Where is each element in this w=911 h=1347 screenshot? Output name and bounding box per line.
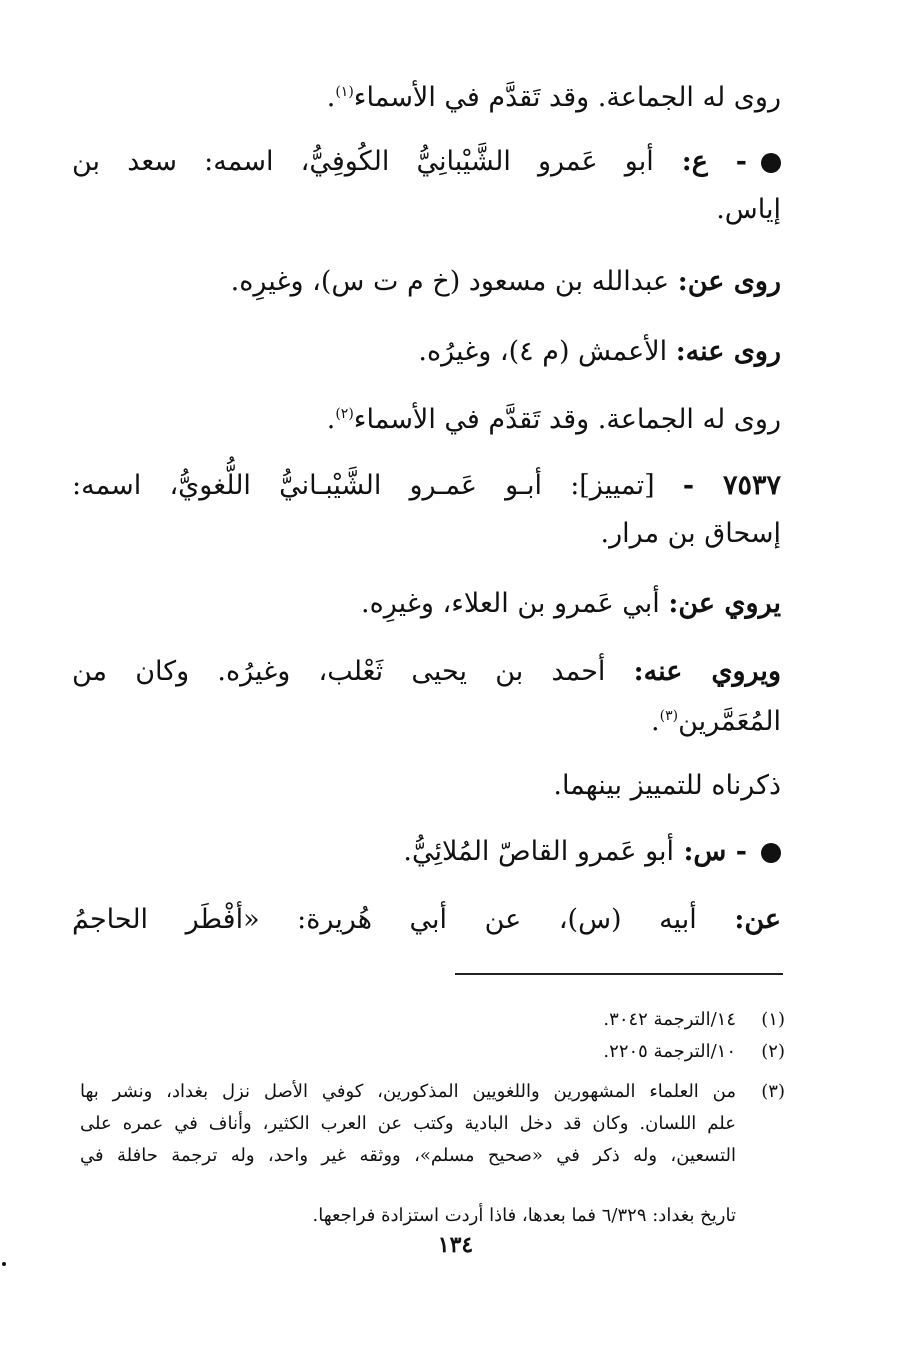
footnote-text-line: علم اللسان. وكان قد دخل البادية وكتب عن العرب الكثير، وأناف في عمره على: [80, 1113, 736, 1134]
entry-heading: [تمييز]: أبـو عَمـرو الشَّيْبـانيُّ اللُّغويُّ، اسمه:: [72, 470, 683, 501]
line-text: روى له الجماعة. وقد تَقدَّم في الأسماء: [353, 82, 781, 113]
text-line-1: روى له الجماعة. وقد تَقدَّم في الأسماء$^{(١)}$.: [326, 82, 781, 113]
line-text: أبي عَمرو بن العلاء، وغيرِه.: [361, 588, 669, 619]
entry-heading: أبو عَمرو الشَّيْبانِيُّ الكُوفِيُّ، اسمه: سعد بن: [72, 146, 654, 177]
footnote-number: (٢): [761, 1041, 785, 1062]
line-text: عبدالله بن مسعود (خ م ت س)، وغيرِه.: [230, 266, 678, 297]
footnote-ref-2: (٢): [335, 406, 354, 422]
footnote-text-line: التسعين، وله ذكر في «صحيح مسلم»، ووثقه غير واحد، وله ترجمة حافلة في: [80, 1145, 736, 1166]
text-line-8: [72, 514, 781, 554]
footnote-number: (١): [761, 1009, 785, 1030]
line-text: ذكرناه للتمييز بينهما.: [553, 770, 781, 801]
footnote-text-line: من العلماء المشهورين واللغويين المذكورين، كوفي الأصل نزل بغداد، ونشر بها: [80, 1081, 736, 1102]
footnote-number: (٣): [761, 1081, 785, 1102]
page-number: ١٣٤: [437, 1232, 474, 1258]
line-text: أبيه (س)، عن أبي هُريرة: «أفْطَر الحاجمُ: [72, 904, 735, 935]
narrated-by-label: ويروي عنه:: [633, 656, 781, 687]
from-label: عن:: [734, 904, 781, 935]
entry-line-13: [72, 832, 781, 872]
footnote-text: ١٤/الترجمة ٣٠٤٢.: [603, 1009, 736, 1030]
scan-mark: [2, 1262, 6, 1266]
entry-heading: أبو عَمرو القاصّ المُلائِيُّ.: [403, 836, 675, 867]
footnote-ref-3: (٣): [659, 708, 679, 724]
line-text: إياس.: [716, 194, 781, 225]
entry-code: - ع:: [653, 146, 747, 177]
line-text: المُعَمَّرين: [678, 706, 781, 737]
text-line-4: [72, 262, 781, 302]
line-text: إسحاق بن مرار.: [600, 518, 781, 549]
narrated-by-label: روى عنه:: [675, 336, 781, 367]
entry-number: ٧٥٣٧ -: [682, 470, 781, 501]
text-line-11: المُعَمَّرين$^{(٣)}$.: [651, 706, 781, 737]
text-line-14: [72, 900, 781, 940]
narrated-from-label: روى عن:: [677, 266, 781, 297]
text-line-3: [72, 190, 781, 230]
text-line-12: [72, 766, 781, 806]
footnote-text-line: تاريخ بغداد: ٦/٣٢٩ فما بعدها، فاذا أردت استزادة فراجعها.: [312, 1205, 736, 1226]
footnote-text: ١٠/الترجمة ٢٢٠٥.: [603, 1041, 736, 1062]
bullet-icon: [761, 153, 781, 173]
text-line-9: [72, 584, 781, 624]
narrates-from-label: يروي عن:: [668, 588, 781, 619]
footnote-separator: [455, 973, 783, 975]
text-line-6: روى له الجماعة. وقد تَقدَّم في الأسماء$^{(٢)}$.: [326, 404, 781, 435]
bullet-icon: [761, 843, 781, 863]
line-text: الأعمش (م ٤)، وغيرُه.: [418, 336, 676, 367]
entry-line-7: [72, 466, 781, 506]
text-line-10: [72, 652, 781, 692]
footnote-ref-1: (١): [335, 84, 354, 100]
entry-code: - س:: [674, 836, 747, 867]
line-text: روى له الجماعة. وقد تَقدَّم في الأسماء: [353, 404, 781, 435]
entry-line-2: [72, 142, 781, 182]
line-text: أحمد بن يحيى ثَعْلب، وغيرُه. وكان من: [72, 656, 634, 687]
text-line-5: [72, 332, 781, 372]
